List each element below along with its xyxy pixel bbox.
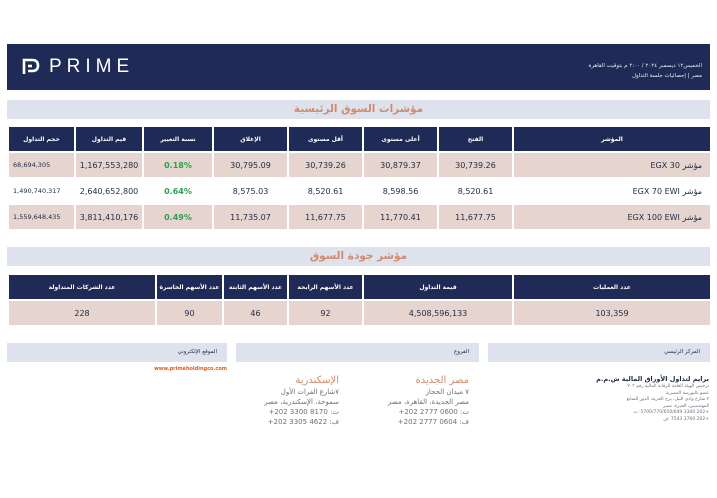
open-value: 8,520.61: [437, 177, 512, 203]
table-row: [7, 299, 710, 325]
open-value: 30,739.26: [437, 151, 512, 177]
hq-member: عضو بالبورصة المصرية: [665, 390, 709, 396]
indices-table: [7, 127, 710, 229]
report-meta: [588, 61, 702, 81]
traded-companies-value: 228: [7, 299, 155, 325]
col-value: قيم التداول: [74, 127, 142, 151]
low-value: 8,520.61: [287, 177, 362, 203]
website-link[interactable]: www.primeholdingco.com: [154, 366, 227, 372]
hq-label: المركز الرئيسي: [488, 343, 710, 362]
hq-address1: ٢ شارع وادي النيل، برج الحرية، الدور السابع: [626, 397, 709, 402]
quality-section-title: مؤشر جودة السوق: [7, 247, 710, 266]
website-block: [154, 366, 227, 372]
branch-phone: ت: 0600 2777 202+: [398, 408, 469, 416]
close-value: 30,795.09: [212, 151, 287, 177]
col-close: الإغلاق: [212, 127, 287, 151]
branch-area: مصر الجديدة، القاهرة، مصر: [387, 398, 469, 406]
table-row: [7, 203, 710, 229]
losers-value: 90: [155, 299, 222, 325]
close-value: 8,575.03: [212, 177, 287, 203]
change-value: 0.64%: [142, 177, 212, 203]
branch-fax: ف: 4622 3305 202+: [267, 418, 339, 426]
trade-volume: 68,694,305: [7, 151, 74, 177]
col-unchanged: عدد الأسهم الثابتة: [222, 275, 287, 299]
index-name: مؤشر EGX 30: [512, 151, 710, 177]
branch-city: مصر الجديدة: [415, 375, 469, 386]
hq-license: ترخيص الهيئة العامة للرقابة المالية رقم ٢٠٣: [627, 384, 709, 389]
branch-heliopolis: [388, 374, 469, 427]
low-value: 30,739.26: [287, 151, 362, 177]
hq-fax: +202 3760 7543 :ف: [663, 416, 709, 422]
website-label: الموقع الإلكتروني: [7, 343, 227, 362]
indices-header-row: [7, 127, 710, 151]
high-value: 8,598.56: [362, 177, 437, 203]
trades-count-value: 103,359: [512, 299, 710, 325]
branch-city: الإسكندرية: [295, 375, 339, 386]
unchanged-value: 46: [222, 299, 287, 325]
trade-volume: 1,559,648,435: [7, 203, 74, 229]
col-high: أعلى مستوى: [362, 127, 437, 151]
col-losers: عدد الأسهم الخاسرة: [155, 275, 222, 299]
hq-phone: +202 3300 5700/770/650/649 :ت: [633, 410, 709, 415]
brand-name: PRIME: [49, 56, 135, 77]
branch-street: ٧ ميدان الحجاز: [425, 388, 469, 396]
prime-logo-icon: [21, 57, 41, 77]
branch-area: سموحة، الإسكندرية، مصر: [264, 398, 339, 406]
report-subtitle: مصر | إحصائيات جلسة التداول: [631, 73, 702, 79]
col-volume: حجم التداول: [7, 127, 74, 151]
report-header: [7, 44, 710, 90]
gainers-value: 92: [287, 299, 362, 325]
low-value: 11,677.75: [287, 203, 362, 229]
close-value: 11,735.07: [212, 203, 287, 229]
hq-address2: المهندسين، الجيزة، مصر: [663, 403, 709, 409]
col-traded-companies: عدد الشركات المتداولة: [7, 275, 155, 299]
col-open: الفتح: [437, 127, 512, 151]
indices-section-title: مؤشرات السوق الرئيسية: [7, 100, 710, 119]
branch-phone: ت: 8170 3300 202+: [268, 408, 339, 416]
index-name: مؤشر EGX 100 EWI: [512, 203, 710, 229]
high-value: 11,770.41: [362, 203, 437, 229]
branch-street: ٧شارع الفرات الأول: [280, 388, 339, 396]
open-value: 11,677.75: [437, 203, 512, 229]
branches-label: الفروع: [236, 343, 479, 362]
col-trades-count: عدد العمليات: [512, 275, 710, 299]
col-low: أقل مستوى: [287, 127, 362, 151]
col-index: المؤشر: [512, 127, 710, 151]
change-value: 0.49%: [142, 203, 212, 229]
index-name: مؤشر EGX 70 EWI: [512, 177, 710, 203]
branch-fax: ف: 0604 2777 202+: [397, 418, 469, 426]
hq-company-name: برايم لتداول الأوراق المالية ش.م.م: [596, 375, 709, 383]
table-row: [7, 177, 710, 203]
col-change: نسبة التغيير: [142, 127, 212, 151]
brand-logo: [21, 56, 134, 78]
col-trade-value: قيمة التداول: [362, 275, 512, 299]
trade-volume: 1,490,740,317: [7, 177, 74, 203]
trade-value: 2,640,652,800: [74, 177, 142, 203]
table-row: [7, 151, 710, 177]
change-value: 0.18%: [142, 151, 212, 177]
trade-value-value: 4,508,596,133: [362, 299, 512, 325]
high-value: 30,879.37: [362, 151, 437, 177]
col-gainers: عدد الأسهم الرابحة: [287, 275, 362, 299]
report-date: الخميس١٢ ديسمبر ٢٠٢٤ / ٢:٠٠ م بتوقيت القاهرة: [588, 63, 702, 69]
quality-table: [7, 275, 710, 325]
trade-value: 3,811,410,176: [74, 203, 142, 229]
trade-value: 1,167,553,280: [74, 151, 142, 177]
hq-block: [596, 374, 709, 423]
quality-header-row: [7, 275, 710, 299]
branch-alexandria: [264, 374, 339, 427]
